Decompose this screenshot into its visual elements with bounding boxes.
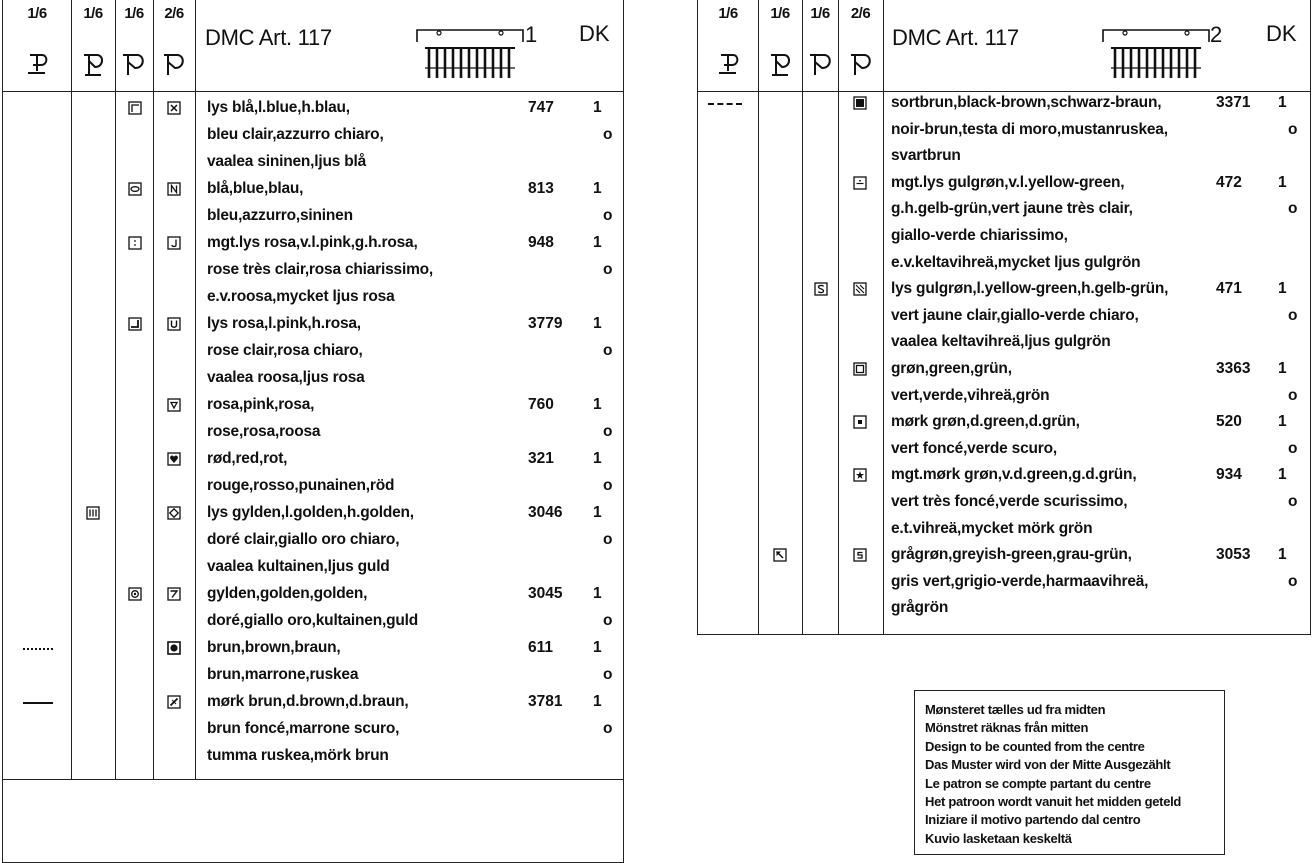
dmc-color-code: 3053 [1216, 546, 1251, 564]
dmc-color-code: 611 [528, 639, 554, 656]
square-corner-icon [128, 101, 142, 115]
square-hatch-icon [853, 282, 867, 296]
skein-quantity: 1 [1278, 173, 1287, 191]
color-name-line: brun,brown,braun, [207, 639, 341, 656]
backstitch-solid-line [23, 702, 53, 704]
dmc-color-code: 3371 [1216, 94, 1251, 111]
square-centerdot-icon [853, 415, 867, 429]
color-name-line: grøn,green,grün, [891, 360, 1012, 377]
col-header-4: 2/6 [850, 5, 871, 22]
column-divider [195, 0, 196, 779]
square-heart-icon [167, 452, 181, 466]
column-divider [115, 0, 116, 779]
thread-mark: o [603, 477, 613, 494]
skein-quantity: 1 [593, 585, 602, 602]
square-triangle-icon [167, 398, 181, 412]
square-x-icon [167, 101, 181, 115]
skein-quantity: 1 [593, 99, 602, 116]
header-divider [698, 91, 1310, 92]
column-divider [153, 0, 154, 779]
square-divide-icon [853, 176, 867, 190]
brand-title: DMC Art. 117 [892, 25, 1019, 50]
square-seven-icon [167, 587, 181, 601]
dmc-color-code: 813 [528, 180, 554, 197]
color-name-line: vaalea keltavihreä,ljus gulgrön [891, 333, 1111, 351]
color-name-line: gris vert,grigio-verde,harmaavihreä, [891, 572, 1149, 590]
dmc-color-code: 3045 [528, 585, 563, 602]
square-slash-icon [167, 695, 181, 709]
color-name-line: mgt.mørk grøn,v.d.green,g.d.grün, [891, 466, 1137, 484]
col-header-2: 1/6 [770, 5, 790, 22]
dmc-color-code: 747 [528, 99, 554, 116]
note-line: Mønsteret tælles ud fra midten [925, 702, 1106, 717]
thread-mark: o [603, 126, 613, 143]
sheet-number: 2 [1210, 22, 1223, 47]
needle-quarter-stitch-icon [806, 51, 836, 79]
color-name-line: rosa,pink,rosa, [207, 396, 315, 413]
square-star-icon [853, 468, 867, 482]
column-divider [758, 0, 759, 634]
needle-full-stitch-icon [846, 51, 876, 79]
needle-half-stitch-icon [79, 51, 109, 79]
square-n-icon [167, 182, 181, 196]
color-name-line: vert jaune clair,giallo-verde chiaro, [891, 306, 1139, 324]
counting-note-box [914, 690, 1225, 855]
thread-mark: o [603, 207, 613, 224]
skein-quantity: 1 [593, 639, 602, 656]
color-name-line: grågrön [891, 599, 949, 617]
thread-mark: o [1288, 200, 1298, 218]
thread-mark: o [603, 612, 613, 629]
skein-quantity: 1 [593, 180, 602, 197]
right-color-key-panel [697, 0, 1311, 635]
square-u-icon [167, 317, 181, 331]
thread-skein-icon [1101, 26, 1211, 82]
col-header-1: 1/6 [27, 5, 47, 22]
square-j-icon [167, 236, 181, 250]
dmc-color-code: 948 [528, 234, 554, 251]
color-name-line: giallo-verde chiarissimo, [891, 227, 1068, 244]
column-divider [802, 0, 803, 634]
note-line: Das Muster wird von der Mitte Ausgezählt [925, 757, 1171, 773]
color-name-line: rose,rosa,roosa [207, 423, 321, 440]
color-name-line: vaalea roosa,ljus rosa [207, 369, 365, 386]
color-name-line: vert très foncé,verde scurissimo, [891, 493, 1128, 510]
skein-quantity: 1 [593, 504, 602, 521]
color-name-line: rød,red,rot, [207, 450, 288, 467]
color-name-line: lys blå,l.blue,h.blau, [207, 99, 350, 116]
sheet-number: 1 [525, 22, 538, 47]
skein-quantity: 1 [1278, 413, 1287, 431]
color-name-line: vert,verde,vihreä,grön [891, 386, 1050, 404]
color-name-line: rose clair,rosa chiaro, [207, 342, 363, 359]
color-name-line: bleu,azzurro,sininen [207, 207, 353, 224]
dmc-color-code: 760 [528, 396, 554, 413]
color-name-line: g.h.gelb-grün,vert jaune très clair, [891, 200, 1133, 218]
skein-quantity: 1 [1278, 546, 1287, 564]
square-filled-icon [853, 96, 867, 110]
skein-quantity: 1 [593, 693, 602, 710]
dmc-color-code: 3781 [528, 693, 563, 710]
color-name-line: lys rosa,l.pink,h.rosa, [207, 315, 361, 332]
skein-quantity: 1 [1278, 360, 1287, 377]
color-name-line: lys gylden,l.golden,h.golden, [207, 504, 414, 521]
color-name-line: e.t.vihreä,mycket mörk grön [891, 519, 1093, 537]
color-name-line: vaalea kultainen,ljus guld [207, 558, 390, 575]
color-name-line: noir-brun,testa di moro,mustanruskea, [891, 120, 1168, 138]
color-name-line: svartbrun [891, 147, 961, 165]
color-name-line: tumma ruskea,mörk brun [207, 747, 389, 764]
color-name-line: doré clair,giallo oro chiaro, [207, 531, 400, 548]
color-name-line: brun,marrone,ruskea [207, 666, 359, 683]
square-bigdot-icon [167, 641, 181, 655]
dmc-color-code: 472 [1216, 173, 1242, 191]
thread-mark: o [603, 720, 613, 737]
color-name-line: mgt.lys rosa,v.l.pink,g.h.rosa, [207, 234, 418, 251]
square-bars-icon [86, 506, 100, 520]
country-code: DK [1266, 21, 1297, 46]
color-name-line: grågrøn,greyish-green,grau-grün, [891, 546, 1132, 564]
col-header-3: 1/6 [810, 5, 830, 22]
color-name-line: mgt.lys gulgrøn,v.l.yellow-green, [891, 173, 1125, 191]
dmc-color-code: 3363 [1216, 360, 1251, 377]
thread-mark: o [603, 261, 613, 278]
color-name-line: e.v.keltavihreä,mycket ljus gulgrön [891, 253, 1141, 271]
backstitch-dashed-line [708, 103, 742, 105]
skein-quantity: 1 [593, 450, 602, 467]
note-line: Het patroon wordt vanuit het midden geteld [925, 794, 1182, 810]
dmc-color-code: 3046 [528, 504, 563, 521]
thread-mark: o [1288, 306, 1298, 324]
country-code: DK [579, 21, 610, 46]
note-line: Iniziare il motivo partendo dal centro [925, 812, 1141, 828]
col-header-3: 1/6 [124, 5, 144, 22]
skein-quantity: 1 [1278, 280, 1287, 298]
header-divider [3, 91, 623, 92]
thread-skein-icon [415, 26, 525, 82]
thread-mark: o [1288, 493, 1298, 510]
thread-mark: o [1288, 120, 1298, 138]
thread-mark: o [1288, 386, 1298, 404]
color-name-line: bleu clair,azzurro chiaro, [207, 126, 384, 143]
thread-mark: o [1288, 439, 1298, 457]
color-name-line: rouge,rosso,punainen,röd [207, 477, 395, 494]
thread-mark: o [603, 531, 613, 548]
square-s-outline-icon [853, 548, 867, 562]
square-cornerbox-icon [128, 317, 142, 331]
needle-cross-stitch-icon [714, 51, 744, 79]
square-oval-icon [128, 182, 142, 196]
skein-quantity: 1 [593, 315, 602, 332]
dmc-color-code: 934 [1216, 466, 1242, 484]
note-line: Le patron se compte partant du centre [925, 775, 1151, 791]
square-arrow-icon [773, 548, 787, 562]
needle-half-stitch-icon [766, 51, 796, 79]
skein-quantity: 1 [593, 234, 602, 251]
brand-title: DMC Art. 117 [205, 25, 332, 50]
color-name-line: gylden,golden,golden, [207, 585, 368, 602]
empty-footer-box [2, 778, 624, 863]
color-name-line: blå,blue,blau, [207, 180, 304, 197]
thread-mark: o [603, 666, 613, 683]
color-name-line: rose très clair,rosa chiarissimo, [207, 261, 434, 278]
color-name-line: brun foncé,marrone scuro, [207, 720, 400, 737]
color-name-line: mørk grøn,d.green,d.grün, [891, 413, 1080, 431]
note-line: Mönstret räknas från mitten [925, 720, 1089, 736]
thread-mark: o [603, 423, 613, 440]
color-name-line: vert foncé,verde scuro, [891, 439, 1057, 457]
column-divider [883, 0, 884, 634]
left-color-key-panel [2, 0, 624, 780]
square-ring-icon [128, 587, 142, 601]
square-double-icon [853, 362, 867, 376]
square-diamond-icon [167, 506, 181, 520]
needle-full-stitch-icon [159, 51, 189, 79]
dmc-color-code: 3779 [528, 315, 563, 332]
skein-quantity: 1 [593, 396, 602, 413]
color-name-line: lys gulgrøn,l.yellow-green,h.gelb-grün, [891, 280, 1169, 298]
column-divider [838, 0, 839, 634]
dmc-color-code: 520 [1216, 413, 1242, 431]
needle-cross-stitch-icon [23, 51, 53, 79]
square-s-icon [814, 282, 828, 296]
skein-quantity: 1 [1278, 466, 1287, 484]
backstitch-dotted-line [23, 648, 53, 650]
thread-mark: o [1288, 572, 1298, 590]
col-header-2: 1/6 [83, 5, 103, 22]
note-line: Design to be counted from the centre [925, 738, 1145, 754]
color-name-line: mørk brun,d.brown,d.braun, [207, 693, 409, 710]
needle-quarter-stitch-icon [119, 51, 149, 79]
dmc-color-code: 471 [1216, 280, 1242, 298]
thread-mark: o [603, 342, 613, 359]
square-colon-icon [128, 236, 142, 250]
col-header-1: 1/6 [718, 5, 738, 22]
col-header-4: 2/6 [164, 5, 184, 22]
color-name-line: e.v.roosa,mycket ljus rosa [207, 288, 395, 305]
color-name-line: sortbrun,black-brown,schwarz-braun, [891, 94, 1162, 111]
color-name-line: vaalea sininen,ljus blå [207, 153, 367, 170]
column-divider [71, 0, 72, 779]
color-name-line: doré,giallo oro,kultainen,guld [207, 612, 419, 629]
skein-quantity: 1 [1278, 94, 1287, 111]
dmc-color-code: 321 [528, 450, 554, 467]
note-line: Kuvio lasketaan keskeltä [925, 830, 1072, 846]
